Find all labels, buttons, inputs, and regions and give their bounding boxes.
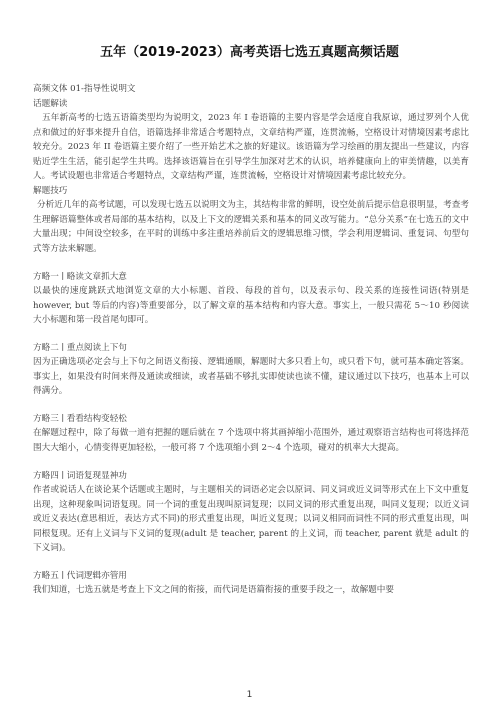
page-number: 1 xyxy=(246,690,253,700)
document-body xyxy=(33,82,469,598)
strategy-3-body: 在解题过程中，除了每做一道有把握的题后就在 7 个选项中将其画掉缩小范围外，通过观察语言结构也可将选择范围大大缩小，心情变得更加轻松，一般可将 7 个选项缩小到 2～4 个选项，碰对的机率大大提高。 xyxy=(33,428,469,454)
topic-paragraph: 五年新高考的七选五语篇类型均为说明文，2023 年 I 卷语篇的主要内容是学会适度自我原谅，通过罗列个人优点和做过的好事来提升自信，语篇选择非常适合考题特点，文章结构严谨，连贯流畅，空格设计对情境因素考虑比较充分。2023 年 II 卷语篇主要介绍了一些开始艺术之旅的好建议。该语篇为学习绘画的朋友提出一些建议，内容贴近学生生活，能引起学生共鸣。选择该语篇旨在引导学生加深对艺术的认识，培养健康向上的审美情趣，以美育人。考试设题也非常适合考题特点，文章结构严谨，连贯流畅，空格设计对情境因素考虑比较充分。 xyxy=(33,113,469,182)
strategy-1-body: 以最快的速度跳跃式地浏览文章的大小标题、首段、每段的首句，以及表示句、段关系的连接性词语(特别是 however, but 等后的内容)等重要部分，以了解文章的基本结构和内容大意。事实上，一般只需花 5～10 秒阅读大小标题和第一段首尾句即可。 xyxy=(33,286,469,326)
strategy-4-heading: 方略四 ∣ 词语复现显神功 xyxy=(33,470,127,481)
strategy-2-body: 因为正确选项必定会与上下句之间语义衔接、逻辑通顺，解题时大多只看上句，或只看下句，就可基本确定答案。事实上，如果没有时间来得及通读或细读，或者基础不够扎实即使读也读不懂，建议通过以下技巧，也基本上可以得满分。 xyxy=(33,357,469,397)
genre-heading: 高频文体 01-指导性说明文 xyxy=(33,84,136,94)
strategy-3-heading: 方略三 ∣ 看看结构变轻松 xyxy=(33,413,127,424)
strategy-2-heading: 方略二 ∣ 重点阅读上下句 xyxy=(33,342,127,353)
strategy-4-body: 作者或说话人在谈论某个话题或主题时，与主题相关的词语必定会以原词、同义词或近义词等形式在上下文中重复出现，这种现象叫词语复现。同一个词的重复出现叫原词复现；以同义词的形式重复出现，叫同义复现；以近义词或近义表达(意思相近，表达方式不同)的形式重复出现，叫近义复现；以词义相同而词性不同的形式重复出现，叫同根复现。还有上义词与下义词的复现(adult 是 teacher, parent 的上义词，而 teacher, parent 就是 adult 的下义词)。 xyxy=(33,485,469,554)
strategy-1-heading: 方略一 ∣ 略读文章抓大意 xyxy=(33,271,127,282)
tips-heading: 解题技巧 xyxy=(33,185,68,196)
strategy-5-body: 我们知道，七选五就是考查上下文之间的衔接，而代词是语篇衔接的重要手段之一，故解题中要 xyxy=(33,585,394,596)
document-title: 五年（2019-2023）高考英语七选五真题高频话题 xyxy=(100,45,399,60)
topic-heading: 话题解读 xyxy=(33,98,68,109)
strategy-5-heading: 方略五 ∣ 代词逻辑亦管用 xyxy=(33,570,127,581)
tips-paragraph: 分析近几年的高考试题，可以发现七选五以说明文为主，其结构非常的鲜明，设空处前后提示信息很明显，考查考生理解语篇整体或者局部的基本结构，以及上下文的逻辑关系和基本的同义改写能力。“总分关系”在七选五的文中大量出现；中间设空较多，在平时的训练中多注重培养前后文的逻辑思维习惯，学会利用逻辑词、重复词、句型句式等方法来解题。 xyxy=(33,200,469,255)
